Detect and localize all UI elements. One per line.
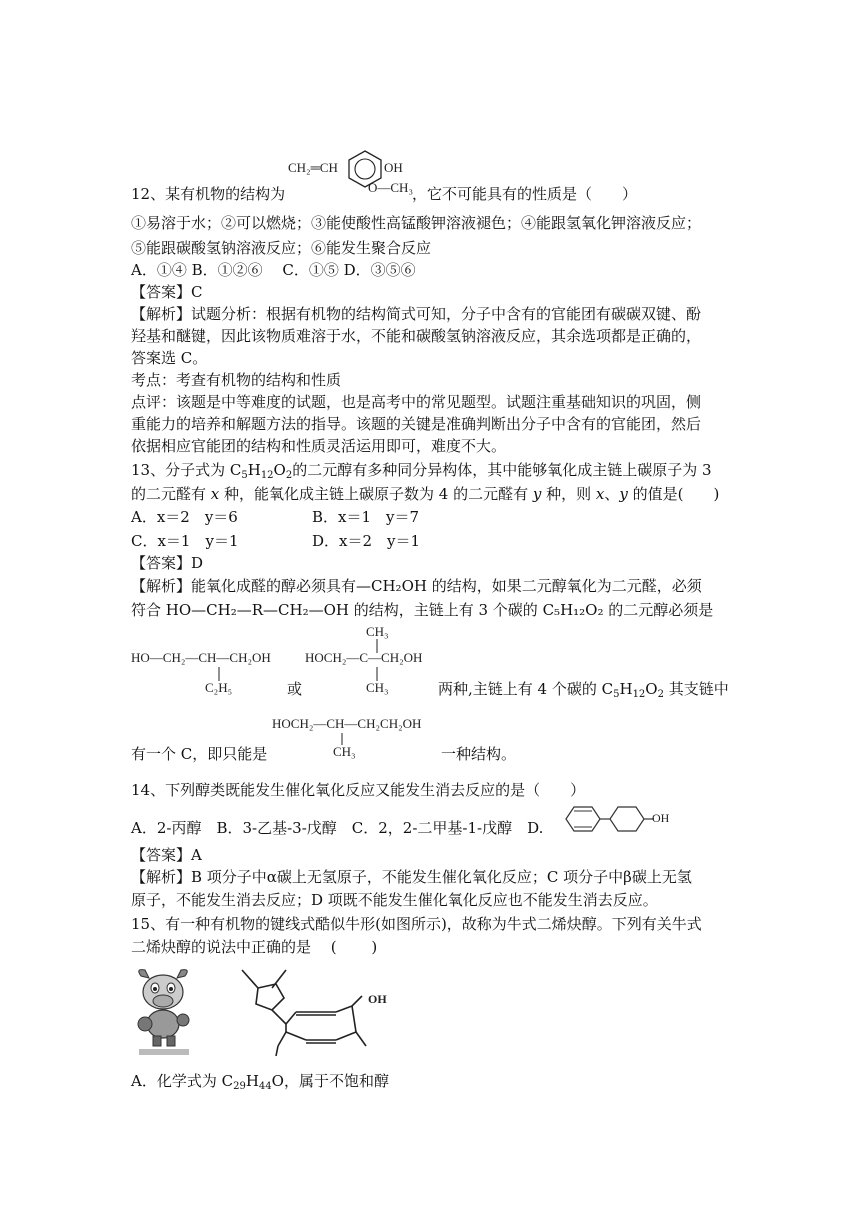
cow-mascot-image: [131, 966, 197, 1058]
q13-analysis-4b: 一种结构。: [441, 745, 517, 763]
q15-line1: 15、有一种有机物的键线式酷似牛形(如图所示)，故称为牛式二烯炔醇。下列有关牛式: [131, 915, 702, 933]
q13-analysis-1: 【解析】能氧化成醛的醇必须具有—CH₂OH 的结构，如果二元醇氧化为二元醛，必须: [131, 577, 702, 595]
q15-line2: 二烯炔醇的说法中正确的是 ( ): [131, 938, 378, 956]
q13-answer: 【答案】D: [131, 554, 204, 572]
q13-option-c: C．x＝1 y＝1: [131, 532, 239, 550]
q14-analysis-2: 原子，不能发生消去反应；D 项既不能发生催化氧化反应也不能发生消去反应。: [131, 891, 658, 909]
q14-stem: 14、下列醇类既能发生催化氧化反应又能发生消去反应的是（ ）: [131, 781, 586, 799]
q13-line2: 的二元醛有 x 种，能氧化成主链上碳原子数为 4 的二元醛有 y 种，则 x、y 的值是( ): [131, 485, 720, 503]
structure-2-main: HOCH₂—C—CH₂OH: [305, 650, 423, 665]
styrene-group-label: CH₂═CH: [288, 160, 338, 175]
q12-stem-b: ，它不可能具有的性质是（ ）: [412, 185, 638, 203]
q12-dianping-2: 重能力的培养和解题方法的指导。该题的关键是准确判断出分子中含有的官能团，然后: [131, 415, 702, 433]
q12-analysis-3: 答案选 C。: [131, 349, 208, 367]
q12-kaodian: 考点：考查有机物的结构和性质: [131, 371, 342, 389]
structure-2-top: CH₃: [366, 624, 389, 639]
structure-1-bond: [217, 667, 221, 681]
q12-answer: 【答案】C: [131, 283, 203, 301]
q12-dianping-3: 依据相应官能团的结构和性质灵活运用即可，难度不大。: [131, 437, 507, 455]
q12-analysis-1: 【解析】试题分析：根据有机物的结构简式可知，分子中含有的官能团有碳碳双键、酚: [131, 305, 702, 323]
structure-1-main: HO—CH₂—CH—CH₂OH: [131, 650, 271, 665]
q14-options: A．2-丙醇 B．3-乙基-3-戊醇 C．2，2-二甲基-1-戊醇 D.: [131, 819, 544, 837]
structure-2-bottom: CH₃: [366, 680, 389, 695]
q15-option-a: A．化学式为 $C_{29}H_{44}O$，属于不饱和醇: [131, 1072, 389, 1092]
dienyne-alcohol-structure: [236, 966, 376, 1056]
hydroxyl-label: OH: [384, 160, 403, 175]
q13-analysis-2: 符合 HO—CH₂—R—CH₂—OH 的结构，主链上有 3 个碳的 C₅H₁₂O₂ 的二元醇必须是: [131, 601, 714, 619]
q12-stem-a: 12、某有机物的结构为: [131, 185, 286, 203]
q12-line2: ⑤能跟碳酸氢钠溶液反应；⑥能发生聚合反应: [131, 239, 432, 257]
q14-analysis-1: 【解析】B 项分子中α碳上无氢原子，不能发生催化氧化反应；C 项分子中β碳上无氢: [131, 868, 692, 886]
q14-d-hydroxyl: OH: [652, 811, 670, 825]
q13-analysis-4a: 有一个 C，即只能是: [131, 745, 268, 763]
cyclohexyl-benzene-structure: [562, 804, 658, 834]
structure-2-bond-bottom: [375, 667, 379, 681]
q13-line1: 13、分子式为 $C_5H_{12}O_2$的二元醇有多种同分异构体，其中能够氧化成主链上碳原子为 3: [131, 461, 712, 481]
q12-line1: ①易溶于水；②可以燃烧；③能使酸性高锰酸钾溶液褪色；④能跟氢氧化钾溶液反应；: [131, 214, 702, 232]
q12-analysis-2: 羟基和醚键，因此该物质难溶于水，不能和碳酸氢钠溶液反应，其余选项都是正确的，: [131, 327, 702, 345]
q13-analysis-3: 两种,主链上有 4 个碳的 $C_5H_{12}O_2$ 其支链中: [438, 680, 729, 700]
q13-option-a: A．x＝2 y＝6: [131, 508, 238, 526]
structure-1-branch: C₂H₅: [205, 680, 233, 695]
structure-3-main: HOCH₂—CH—CH₂CH₂OH: [272, 716, 422, 731]
q13-or: 或: [287, 680, 303, 698]
methoxy-label: O—CH₃: [368, 180, 413, 195]
q12-dianping-1: 点评：该题是中等难度的试题，也是高考中的常见题型。试题注重基础知识的巩固，侧: [131, 393, 702, 411]
q13-option-d: D．x＝2 y＝1: [312, 532, 421, 550]
q13-option-b: B．x＝1 y＝7: [312, 508, 420, 526]
q15-hydroxyl-label: OH: [368, 992, 387, 1006]
q12-options: A．①④ B．①②⑥ C．①⑤ D．③⑤⑥: [131, 261, 416, 279]
structure-3-branch: CH₃: [333, 744, 356, 759]
q14-answer: 【答案】A: [131, 846, 202, 864]
